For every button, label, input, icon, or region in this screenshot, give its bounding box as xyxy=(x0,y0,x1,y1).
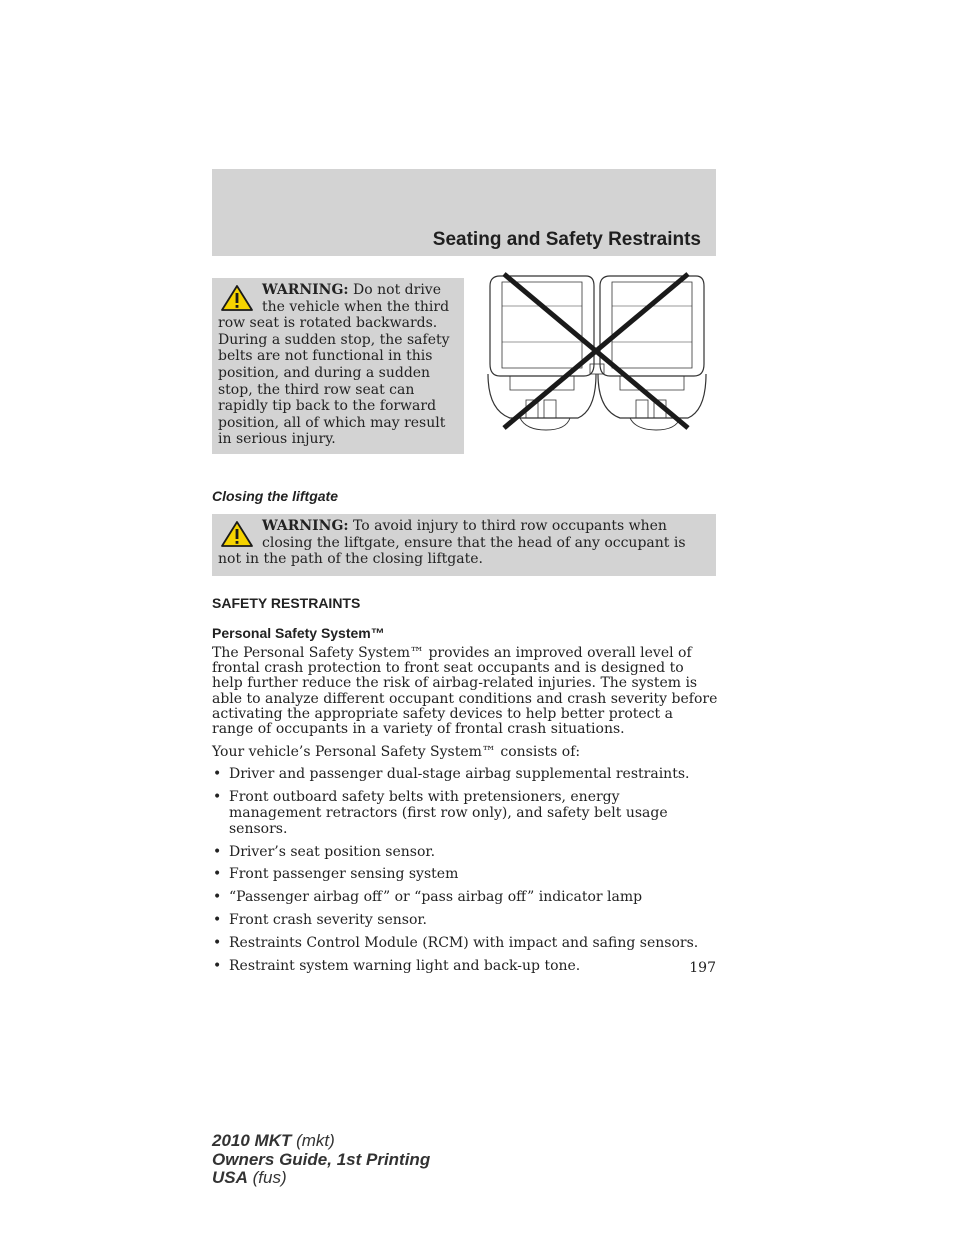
bullet-icon: • xyxy=(213,889,222,906)
personal-safety-paragraph: The Personal Safety System™ provides an improved overall level of frontal crash protection to front seat occupants and is designed to help further reduce the risk of airbag-related injuries. The system is able to analyze different occupant conditions and crash severity before activating the appropriate safety devices to help better protect a range of occupants in a variety of frontal crash situations. xyxy=(212,645,718,738)
bullet-icon: • xyxy=(213,843,222,860)
list-item xyxy=(212,889,716,905)
bullet-icon: • xyxy=(213,911,222,928)
list-item xyxy=(212,866,716,882)
bullet-icon: • xyxy=(213,766,222,782)
list-item xyxy=(212,766,716,782)
third-row-warning-box xyxy=(212,278,464,454)
list-item-text: Front crash severity sensor. xyxy=(229,911,427,928)
list-item xyxy=(212,912,716,928)
list-item-text: Front passenger sensing system xyxy=(229,866,459,883)
bullet-icon: • xyxy=(213,788,222,805)
warning-label: WARNING: xyxy=(262,282,349,298)
footer-line-printing: Owners Guide, 1st Printing xyxy=(212,1149,431,1169)
footer-model-code: (mkt) xyxy=(291,1131,335,1150)
page-number: 197 xyxy=(689,960,716,976)
personal-safety-system-heading: Personal Safety System™ xyxy=(212,625,385,641)
list-item-text: Restraints Control Module (RCM) with impact and safing sensors. xyxy=(229,934,699,951)
warning-text: To avoid injury to third row occupants when closing the liftgate, ensure that the head of any occupant is not in the path of the closing liftgate. xyxy=(218,518,686,568)
document-footer xyxy=(212,1132,430,1188)
list-item-text: Driver and passenger dual-stage airbag supplemental restraints. xyxy=(229,766,690,782)
list-item xyxy=(212,789,716,837)
chapter-title: Seating and Safety Restraints xyxy=(432,229,701,250)
list-item xyxy=(212,844,716,860)
footer-line-market xyxy=(212,1169,430,1188)
footer-market: USA xyxy=(212,1168,248,1187)
list-item-text: Front outboard safety belts with pretensioners, energy management retractors (first row only), and safety belt usage sensors. xyxy=(229,788,668,837)
footer-line-model xyxy=(212,1132,430,1151)
warning-triangle-icon xyxy=(220,284,254,312)
system-components-list xyxy=(212,766,716,980)
safety-restraints-heading: SAFETY RESTRAINTS xyxy=(212,595,361,611)
list-item-text: Driver’s seat position sensor. xyxy=(229,843,436,860)
list-item xyxy=(212,935,716,951)
bullet-icon: • xyxy=(213,866,222,883)
warning-label: WARNING: xyxy=(262,518,349,534)
list-item-text: Restraint system warning light and back-up tone. xyxy=(229,957,581,974)
footer-market-code: (fus) xyxy=(247,1168,287,1187)
footer-model: 2010 MKT xyxy=(212,1131,292,1150)
list-item xyxy=(212,958,716,974)
warning-text: Do not drive the vehicle when the third row seat is rotated backwards. During a sudden stop, the safety belts are not functional in this position, and during a sudden stop, the third row seat can rapidly tip back to the forward position, all of which may result in serious injury. xyxy=(218,282,450,448)
chapter-header-band xyxy=(212,169,716,256)
warning-triangle-icon xyxy=(220,520,254,548)
bullet-icon: • xyxy=(213,934,222,951)
liftgate-warning-box xyxy=(212,514,716,576)
rear-facing-seat-crossed-out-icon xyxy=(486,272,708,432)
liftgate-heading: Closing the liftgate xyxy=(212,488,338,504)
list-item-text: “Passenger airbag off” or “pass airbag off” indicator lamp xyxy=(229,889,643,906)
bullet-icon: • xyxy=(213,957,222,974)
system-intro-text: Your vehicle’s Personal Safety System™ consists of: xyxy=(212,744,581,760)
